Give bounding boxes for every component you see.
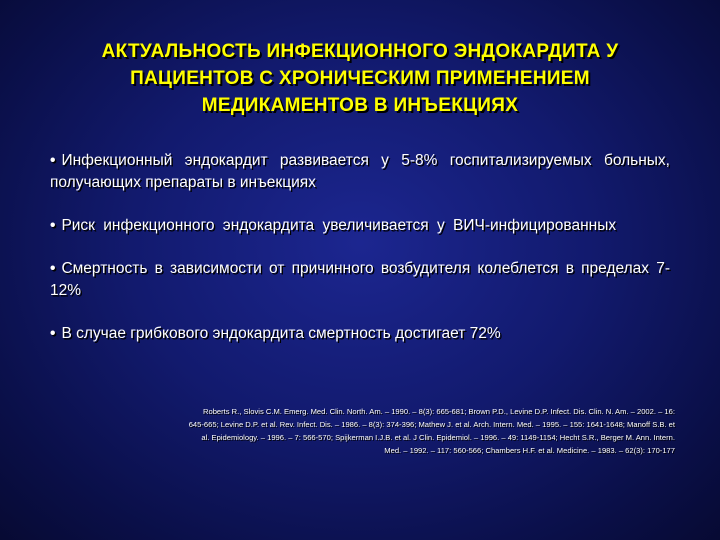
bullet-icon: • — [50, 217, 56, 234]
bullet-item — [50, 258, 670, 302]
bullet-text: Инфекционный эндокардит развивается у 5-8% госпитализируемых больных, получающих препараты в инъекциях — [50, 152, 670, 191]
reference-line: Med. – 1992. – 117: 560-566; Chambers H.F. et al. Medicine. – 1983. – 62(3): 170-177 — [384, 446, 675, 455]
bullet-list — [50, 150, 670, 366]
bullet-text: В случае грибкового эндокардита смертность достигает 72% — [61, 325, 501, 342]
bullet-icon: • — [50, 152, 56, 169]
reference-line: 645-665; Levine D.P. et al. Rev. Infect. Dis. – 1986. – 8(3): 374-396; Mathew J. et al. Arch. Intern. Med. – 1995. – 155: 1641-1648; Manoff S.B. et — [188, 420, 675, 429]
bullet-text: Смертность в зависимости от причинного возбудителя колеблется в пределах 7-12% — [50, 260, 670, 299]
bullet-item — [50, 215, 670, 237]
bullet-text: Риск инфекционного эндокардита увеличивается у ВИЧ-инфицированных — [61, 217, 617, 234]
title-line: ПАЦИЕНТОВ С ХРОНИЧЕСКИМ ПРИМЕНЕНИЕМ — [130, 68, 590, 89]
bullet-item — [50, 323, 670, 345]
reference-line: al. Epidemiology. – 1996. – 7: 566-570; Spijkerman I.J.B. et al. J Clin. Epidemiol. – 1996. – 49: 1149-1154; Hecht S.R., Berger M. Ann. Intern. — [201, 433, 675, 442]
references — [55, 405, 675, 457]
title-line: МЕДИКАМЕНТОВ В ИНЪЕКЦИЯХ — [201, 95, 519, 116]
reference-line: Roberts R., Slovis C.M. Emerg. Med. Clin. North. Am. – 1990. – 8(3): 665-681; Brown P.D., Levine D.P. Infect. Dis. Clin. N. Am. – 2002. – 16: — [202, 407, 675, 416]
bullet-icon: • — [50, 260, 56, 277]
bullet-item — [50, 150, 670, 194]
slide-title — [40, 38, 680, 119]
title-line: АКТУАЛЬНОСТЬ ИНФЕКЦИОННОГО ЭНДОКАРДИТА У — [101, 41, 619, 62]
bullet-icon: • — [50, 325, 56, 342]
